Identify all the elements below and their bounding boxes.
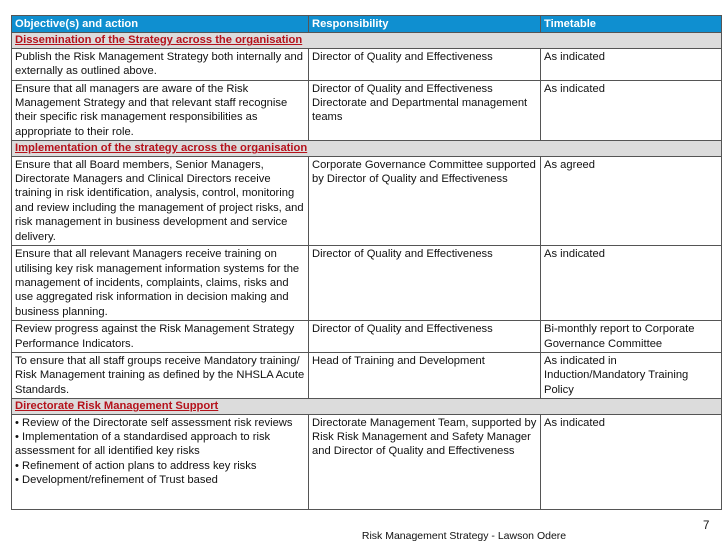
table-row — [12, 321, 722, 353]
responsibility-cell: Director of Quality and Effectiveness — [309, 321, 541, 353]
responsibility-cell: Director of Quality and Effectiveness — [309, 48, 541, 80]
responsibility-cell: Director of Quality and Effectiveness — [309, 246, 541, 321]
cell-spacer — [15, 488, 305, 508]
table-row — [12, 48, 722, 80]
table-row — [12, 156, 722, 245]
risk-strategy-table — [11, 15, 722, 510]
table-row — [12, 80, 722, 141]
responsibility-cell: Corporate Governance Committee supported by Director of Quality and Effectiveness — [309, 156, 541, 245]
table-header-row — [12, 16, 722, 33]
responsibility-cell: Directorate Management Team, supported by Risk Risk Management and Safety Manager and Director of Quality and Effectiveness — [309, 414, 541, 509]
page-number: 7 — [703, 520, 710, 532]
table-row — [12, 414, 722, 509]
header-timetable: Timetable — [541, 16, 722, 33]
bullet-item: • Review of the Directorate self assessment risk reviews — [15, 416, 293, 429]
objective-cell: To ensure that all staff groups receive Mandatory training/ Risk Management training as defined by the NHSLA Acute Standards. — [12, 352, 309, 398]
objective-cell: Ensure that all Board members, Senior Managers, Directorate Managers and Clinical Directors receive training in risk identification, analysis, control, monitoring and review including the management of project risks, and risk management in business development and service delivery. — [12, 156, 309, 245]
footer — [0, 530, 728, 542]
responsibility-cell: Director of Quality and Effectiveness Directorate and Departmental management teams — [309, 80, 541, 141]
bullet-item: • Implementation of a standardised approach to risk assessment for all identified key risks — [15, 430, 271, 458]
table-row — [12, 352, 722, 398]
objective-cell: Ensure that all relevant Managers receive training on utilising key risk management information systems for the management of incidents, complaints, claims, risks and use aggregated risk information in decision making and business planning. — [12, 246, 309, 321]
section-heading-row — [12, 399, 722, 414]
timetable-cell: As indicated — [541, 80, 722, 141]
section-title-directorate-support: Directorate Risk Management Support — [12, 399, 722, 414]
timetable-cell: As indicated — [541, 48, 722, 80]
timetable-cell: As indicated — [541, 246, 722, 321]
objective-cell: Ensure that all managers are aware of the Risk Management Strategy and that relevant staff recognise their specific risk management responsibilities as appropriate to their role. — [12, 80, 309, 141]
timetable-cell: As indicated in Induction/Mandatory Training Policy — [541, 352, 722, 398]
objective-bullets-cell — [12, 414, 309, 509]
section-heading-row — [12, 141, 722, 156]
timetable-cell: Bi-monthly report to Corporate Governance Committee — [541, 321, 722, 353]
timetable-cell: As indicated — [541, 414, 722, 509]
header-objective: Objective(s) and action — [12, 16, 309, 33]
objective-cell: Publish the Risk Management Strategy both internally and externally as outlined above. — [12, 48, 309, 80]
bullet-item: • Refinement of action plans to address key risks — [15, 459, 257, 472]
objective-cell: Review progress against the Risk Management Strategy Performance Indicators. — [12, 321, 309, 353]
bullet-item: • Development/refinement of Trust based — [15, 474, 218, 487]
section-title-implementation: Implementation of the strategy across the organisation — [12, 141, 722, 156]
footer-text: Risk Management Strategy - Lawson Odere — [361, 530, 567, 542]
section-title-dissemination: Dissemination of the Strategy across the organisation — [12, 33, 722, 48]
section-heading-row — [12, 33, 722, 48]
header-responsibility: Responsibility — [309, 16, 541, 33]
responsibility-cell: Head of Training and Development — [309, 352, 541, 398]
timetable-cell: As agreed — [541, 156, 722, 245]
table-row — [12, 246, 722, 321]
